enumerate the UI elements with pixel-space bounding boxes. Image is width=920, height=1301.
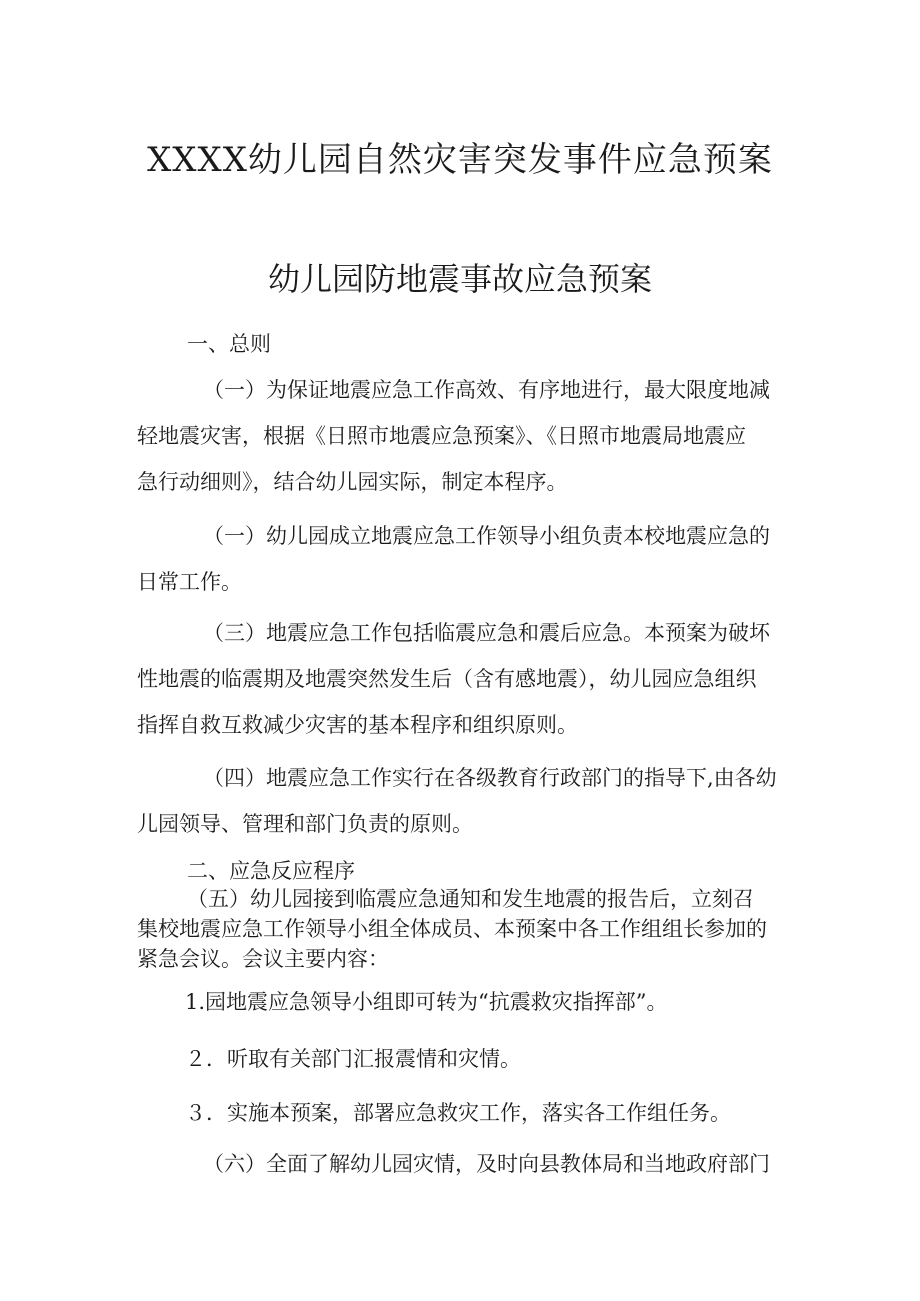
paragraph-line: （五）幼儿园接到临震应急通知和发生地震的报告后，立刻召 (187, 887, 754, 911)
list-item-text: 1.园地震应急领导小组即可转为“抗震救灾指挥部”。 (185, 990, 668, 1014)
list-item-text: ２．听取有关部门汇报震情和灾情。 (185, 1047, 521, 1071)
paragraph-line: （六）全面了解幼儿园灾情，及时向县教体局和当地政府部门 (203, 1152, 770, 1176)
paragraph-line: （一）为保证地震应急工作高效、有序地进行，最大限度地减 (203, 378, 770, 402)
paragraph-line: 日常工作。 (137, 570, 242, 594)
paragraph-line: 指挥自救互救减少灾害的基本程序和组织原则。 (137, 713, 578, 737)
section-heading-text: 二、应急反应程序 (187, 859, 355, 883)
paragraph-line: 集校地震应急工作领导小组全体成员、本预案中各工作组组长参加的 (137, 917, 767, 941)
paragraph-6 (137, 1141, 797, 1187)
paragraph-line: 轻地震灾害，根据《日照市地震应急预案》、《日照市地震局地震应 (137, 424, 746, 448)
paragraph-line: 儿园领导、管理和部门负责的原则。 (137, 812, 473, 836)
list-item (137, 979, 797, 1025)
list-item-text: ３．实施本预案，部署应急救灾工作，落实各工作组任务。 (185, 1101, 731, 1125)
paragraph-line: （三）地震应急工作包括临震应急和震后应急。本预案为破坏 (203, 621, 770, 645)
paragraph-3 (137, 610, 797, 748)
paragraph-line: 紧急会议。会议主要内容： (137, 947, 389, 971)
paragraph-line: 性地震的临震期及地震突然发生后（含有感地震），幼儿园应急组织 (137, 667, 757, 691)
paragraph-4 (137, 755, 797, 847)
list-item (137, 1036, 797, 1082)
document-title: XXXX幼儿园自然灾害突发事件应急预案 (147, 140, 773, 180)
paragraph-5 (137, 884, 797, 974)
paragraph-2 (137, 513, 797, 605)
document-subtitle: 幼儿园防地震事故应急预案 (267, 260, 652, 298)
paragraph-line: （四）地震应急工作实行在各级教育行政部门的指导下,由各幼 (203, 766, 777, 790)
paragraph-line: （一）幼儿园成立地震应急工作领导小组负责本校地震应急的 (203, 524, 770, 548)
paragraph-1 (137, 367, 797, 505)
paragraph-line: 急行动细则》，结合幼儿园实际，制定本程序。 (137, 470, 568, 494)
list-item (137, 1090, 797, 1136)
section-heading-text: 一、总则 (187, 332, 271, 356)
section-heading-general (137, 321, 797, 367)
